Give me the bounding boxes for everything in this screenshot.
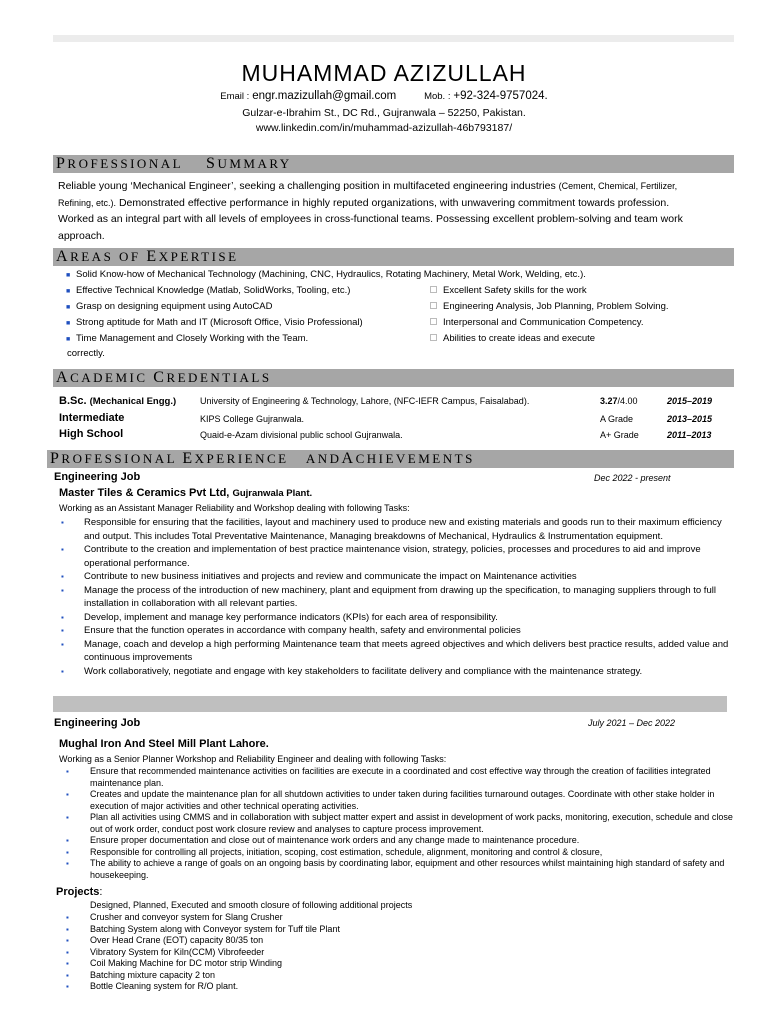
list-item: ▪ Ensure that recommended maintenance activities on facilities are execute in a coordinated and cost effective way through the creation of facilities integrated maintenance plan.: [58, 766, 738, 789]
email-link[interactable]: engr.mazizullah@gmail.com: [252, 90, 397, 102]
expertise-item: ■ Grasp on designing equipment using AutoCAD: [66, 301, 273, 312]
list-item: ▪ Creates and update the maintenance plan for all shutdown activities to under taken during facilities turnaround outages. Coordinate with other stake holder in execution of major activities and other technical operating activities.: [58, 789, 738, 812]
candidate-name: MUHAMMAD AZIZULLAH: [241, 60, 527, 86]
section-areas-of-expertise: AREAS OF EXPERTISE: [53, 248, 734, 266]
email-label: Email :: [220, 91, 250, 102]
grade: 3.27/4.00: [600, 396, 638, 406]
list-item: ▪ Ensure that the function operates in accordance with company health, safety and environmental policies: [58, 624, 738, 638]
summary-text: Reliable young ‘Mechanical Engineer’, seeking a challenging position in multifaceted engineering industries (Cement, Chemical, Fertilizer, Refining, etc.). Demonstrated effective performance in highly reputed organizations, with unwavering commitment towards profession. Worked as an integral part with all levels of employees in cross-functional teams. Possessing excellent problem-solving and team work approach.: [58, 180, 683, 242]
job-date: Dec 2022 - present: [594, 473, 671, 483]
projects-heading: Projects:: [56, 886, 103, 898]
expertise-item: ■ Solid Know-how of Mechanical Technology (Machining, CNC, Hydraulics, Rotating Machinery, Metal Work, Welding, etc.).: [66, 269, 586, 280]
list-item: ▪ Plan all activities using CMMS and in collaboration with subject matter expert and assist in development of work packs, monitoring, execution, schedule and close out of work order, conduct post work closure review and analyses to capture process improvement.: [58, 812, 738, 835]
list-item: ▪ Batching System along with Conveyor system for Tuff tile Plant: [58, 924, 738, 936]
expertise-item: Engineering Analysis, Job Planning, Problem Solving.: [430, 300, 669, 314]
list-item: ▪ Develop, implement and manage key performance indicators (KPIs) for each area of responsibility.: [58, 611, 738, 625]
expertise-item: ■ Effective Technical Knowledge (Matlab, SolidWorks, Tooling, etc.): [66, 285, 351, 296]
list-item: ▪ Ensure proper documentation and close out of maintenance work orders and any change made to maintenance procedure.: [58, 835, 738, 847]
address: Gulzar-e-Ibrahim St., DC Rd., Gujranwala – 52250, Pakistan.: [242, 107, 526, 119]
list-item: ▪ Contribute to new business initiatives and projects and review and communicate the impact on Maintenance activities: [58, 570, 738, 584]
institute-name: Quaid-e-Azam divisional public school Gujranwala.: [200, 430, 403, 440]
job1-task-list: [58, 516, 738, 678]
years: 2015–2019: [667, 396, 713, 406]
list-item: ▪ Responsible for controlling all projects, initiation, scoping, cost estimation, schedule, alignment, monitoring and control & closure,: [58, 847, 738, 859]
linkedin-link[interactable]: www.linkedin.com/in/muhammad-azizullah-46b793187/: [255, 122, 513, 134]
degree-name: Intermediate: [59, 412, 125, 424]
top-rule: [53, 35, 734, 42]
job-date: July 2021 – Dec 2022: [588, 718, 676, 728]
company-name: Mughal Iron And Steel Mill Plant Lahore.: [59, 738, 269, 750]
list-item: ▪ Manage the process of the introduction of new machinery, plant and equipment from drawing up the specification, to managing suppliers through to full installation in collaboration with all relevant parties.: [58, 584, 738, 611]
divider-bar: [53, 696, 727, 712]
list-item: ▪ Batching mixture capacity 2 ton: [58, 970, 738, 982]
section-professional-experience: PROFESSIONAL EXPERIENCE ANDACHIEVEMENTS: [47, 450, 734, 468]
list-item: ▪ Responsible for ensuring that the facilities, layout and machinery used to produce new and existing materials and goods run to their maximum efficiency and output. This includes Total Preventative Maintenance, Managing breakdowns of Mechanical, Hydraulics & Instrumentation equipment.: [58, 516, 738, 543]
job-intro: Working as a Senior Planner Workshop and Reliability Engineer and dealing with following Tasks:: [59, 754, 447, 764]
list-item: ▪ The ability to achieve a range of goals on an ongoing basis by coordinating labor, equipment and other resources whilst maintaining high standard of safety and housekeeping.: [58, 858, 738, 881]
list-item: ▪ Coil Making Machine for DC motor strip Winding: [58, 958, 738, 970]
job-title: Engineering Job: [54, 471, 141, 483]
list-item: ▪ Manage, coach and develop a high performing Maintenance team that meets agreed objectives and which delivers best practice results, added value and continuous improvements: [58, 638, 738, 665]
list-item: ▪ Crusher and conveyor system for Slang Crusher: [58, 912, 738, 924]
projects-intro: Designed, Planned, Executed and smooth closure of following additional projects: [90, 900, 413, 910]
degree-name: High School: [59, 428, 124, 440]
list-item: ▪ Work collaboratively, negotiate and engage with key stakeholders to facilitate delivery and compliance with the maintenance strategy.: [58, 665, 738, 679]
list-item: ▪ Over Head Crane (EOT) capacity 80/35 ton: [58, 935, 738, 947]
mobile-number: +92-324-9757024.: [453, 90, 548, 102]
list-item: ▪ Vibratory System for Kiln(CCM) Vibrofeeder: [58, 947, 738, 959]
degree-name: B.Sc. (Mechanical Engg.): [59, 395, 177, 407]
job2-task-list: [58, 766, 738, 881]
section-professional-summary: PROFESSIONAL SUMMARY: [53, 155, 734, 173]
institute-name: University of Engineering & Technology, Lahore, (NFC-IEFR Campus, Faisalabad).: [200, 396, 530, 406]
list-item: ▪ Contribute to the creation and implementation of best practice maintenance vision, strategy, policies, processes and procedures to aid and improve operational performance.: [58, 543, 738, 570]
institute-name: KIPS College Gujranwala.: [200, 414, 305, 424]
expertise-trailing: correctly.: [67, 348, 105, 359]
expertise-item: ■ Strong aptitude for Math and IT (Microsoft Office, Visio Professional): [66, 317, 363, 328]
mobile-label: Mob. :: [424, 91, 451, 102]
contact-line: [0, 90, 768, 102]
expertise-item: Excellent Safety skills for the work: [430, 284, 587, 298]
grade: A Grade: [600, 414, 634, 424]
expertise-item: ■ Time Management and Closely Working with the Team.: [66, 333, 309, 344]
job-intro: Working as an Assistant Manager Reliability and Workshop dealing with following Tasks:: [59, 503, 410, 513]
years: 2013–2015: [667, 414, 713, 424]
job-title: Engineering Job: [54, 717, 141, 729]
company-name: Master Tiles & Ceramics Pvt Ltd, Gujranwala Plant.: [59, 487, 313, 499]
expertise-item: Interpersonal and Communication Competency.: [430, 316, 643, 330]
expertise-item: Abilities to create ideas and execute: [430, 332, 595, 346]
projects-list: [58, 912, 738, 993]
years: 2011–2013: [667, 430, 712, 440]
list-item: ▪ Bottle Cleaning system for R/O plant.: [58, 981, 738, 993]
section-academic-credentials: ACADEMIC CREDENTIALS: [53, 369, 734, 387]
grade: A+ Grade: [600, 430, 639, 440]
